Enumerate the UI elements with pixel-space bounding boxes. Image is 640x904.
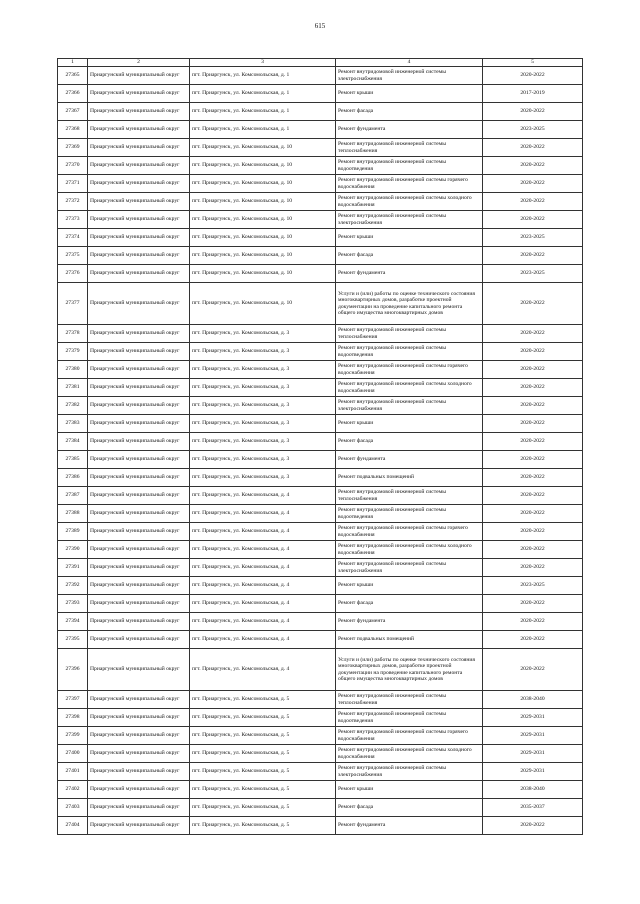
work-type-cell: Ремонт внутридомовой инженерной системы электроснабжения — [336, 397, 483, 415]
district-cell: Приаргунский муниципальный округ — [88, 121, 190, 139]
table-row — [58, 781, 583, 799]
address-cell: пгт. Приаргунск, ул. Комсомольская, д. 10 — [190, 247, 336, 265]
district-cell: Приаргунский муниципальный округ — [88, 325, 190, 343]
address-cell: пгт. Приаргунск, ул. Комсомольская, д. 10 — [190, 265, 336, 283]
district-cell: Приаргунский муниципальный округ — [88, 103, 190, 121]
table-row — [58, 343, 583, 361]
district-cell: Приаргунский муниципальный округ — [88, 613, 190, 631]
table-row — [58, 451, 583, 469]
address-cell: пгт. Приаргунск, ул. Комсомольская, д. 3 — [190, 433, 336, 451]
district-cell: Приаргунский муниципальный округ — [88, 727, 190, 745]
work-type-cell: Ремонт внутридомовой инженерной системы водоотведения — [336, 505, 483, 523]
table-row — [58, 103, 583, 121]
table-row — [58, 157, 583, 175]
column-header-2: 2 — [88, 59, 190, 67]
row-number-cell: 27393 — [58, 595, 88, 613]
table-row — [58, 85, 583, 103]
work-type-cell: Ремонт внутридомовой инженерной системы холодного водоснабжения — [336, 379, 483, 397]
row-number-cell: 27402 — [58, 781, 88, 799]
address-cell: пгт. Приаргунск, ул. Комсомольская, д. 5 — [190, 799, 336, 817]
table-row — [58, 577, 583, 595]
work-type-cell: Ремонт крыши — [336, 229, 483, 247]
table-row — [58, 541, 583, 559]
address-cell: пгт. Приаргунск, ул. Комсомольская, д. 1 — [190, 85, 336, 103]
district-cell: Приаргунский муниципальный округ — [88, 469, 190, 487]
district-cell: Приаргунский муниципальный округ — [88, 415, 190, 433]
row-number-cell: 27373 — [58, 211, 88, 229]
district-cell: Приаргунский муниципальный округ — [88, 451, 190, 469]
row-number-cell: 27374 — [58, 229, 88, 247]
table-row — [58, 67, 583, 85]
district-cell: Приаргунский муниципальный округ — [88, 541, 190, 559]
district-cell: Приаргунский муниципальный округ — [88, 781, 190, 799]
table-row — [58, 817, 583, 835]
district-cell: Приаргунский муниципальный округ — [88, 193, 190, 211]
column-header-1: 1 — [58, 59, 88, 67]
period-cell: 2020-2022 — [483, 397, 583, 415]
period-cell: 2020-2022 — [483, 631, 583, 649]
row-number-cell: 27369 — [58, 139, 88, 157]
period-cell: 2020-2022 — [483, 487, 583, 505]
table-row — [58, 649, 583, 691]
work-type-cell: Ремонт внутридомовой инженерной системы электроснабжения — [336, 211, 483, 229]
table-row — [58, 175, 583, 193]
table-row — [58, 799, 583, 817]
period-cell: 2020-2022 — [483, 415, 583, 433]
district-cell: Приаргунский муниципальный округ — [88, 487, 190, 505]
table-row — [58, 415, 583, 433]
column-number-row — [58, 59, 583, 67]
row-number-cell: 27396 — [58, 649, 88, 691]
table-row — [58, 469, 583, 487]
table-row — [58, 559, 583, 577]
period-cell: 2035-2037 — [483, 799, 583, 817]
period-cell: 2020-2022 — [483, 523, 583, 541]
row-number-cell: 27388 — [58, 505, 88, 523]
work-type-cell: Ремонт внутридомовой инженерной системы холодного водоснабжения — [336, 541, 483, 559]
work-type-cell: Ремонт внутридомовой инженерной системы горячего водоснабжения — [336, 175, 483, 193]
district-cell: Приаргунский муниципальный округ — [88, 361, 190, 379]
work-type-cell: Ремонт внутридомовой инженерной системы теплоснабжения — [336, 487, 483, 505]
table-row — [58, 193, 583, 211]
row-number-cell: 27400 — [58, 745, 88, 763]
work-type-cell: Ремонт фундамента — [336, 121, 483, 139]
address-cell: пгт. Приаргунск, ул. Комсомольская, д. 4 — [190, 577, 336, 595]
period-cell: 2020-2022 — [483, 343, 583, 361]
address-cell: пгт. Приаргунск, ул. Комсомольская, д. 5 — [190, 691, 336, 709]
district-cell: Приаргунский муниципальный округ — [88, 157, 190, 175]
district-cell: Приаргунский муниципальный округ — [88, 709, 190, 727]
capital-repair-table — [57, 58, 583, 835]
table-row — [58, 523, 583, 541]
row-number-cell: 27367 — [58, 103, 88, 121]
district-cell: Приаргунский муниципальный округ — [88, 283, 190, 325]
address-cell: пгт. Приаргунск, ул. Комсомольская, д. 3 — [190, 361, 336, 379]
district-cell: Приаргунский муниципальный округ — [88, 265, 190, 283]
period-cell: 2023-2025 — [483, 121, 583, 139]
period-cell: 2020-2022 — [483, 67, 583, 85]
address-cell: пгт. Приаргунск, ул. Комсомольская, д. 4 — [190, 631, 336, 649]
address-cell: пгт. Приаргунск, ул. Комсомольская, д. 1 — [190, 121, 336, 139]
address-cell: пгт. Приаргунск, ул. Комсомольская, д. 4 — [190, 487, 336, 505]
work-type-cell: Ремонт внутридомовой инженерной системы теплоснабжения — [336, 139, 483, 157]
district-cell: Приаргунский муниципальный округ — [88, 649, 190, 691]
period-cell: 2020-2022 — [483, 559, 583, 577]
row-number-cell: 27389 — [58, 523, 88, 541]
column-header-3: 3 — [190, 59, 336, 67]
district-cell: Приаргунский муниципальный округ — [88, 595, 190, 613]
column-header-5: 5 — [483, 59, 583, 67]
period-cell: 2017-2019 — [483, 85, 583, 103]
period-cell: 2029-2031 — [483, 745, 583, 763]
period-cell: 2023-2025 — [483, 577, 583, 595]
row-number-cell: 27382 — [58, 397, 88, 415]
row-number-cell: 27394 — [58, 613, 88, 631]
row-number-cell: 27392 — [58, 577, 88, 595]
row-number-cell: 27380 — [58, 361, 88, 379]
work-type-cell: Ремонт крыши — [336, 577, 483, 595]
row-number-cell: 27384 — [58, 433, 88, 451]
work-type-cell: Ремонт фасада — [336, 799, 483, 817]
work-type-cell: Услуги и (или) работы по оценке технического состояния многоквартирных домов, разработке проектной документации на проведение капитального ремонта общего имущества многоквартирных домов — [336, 283, 483, 325]
period-cell: 2020-2022 — [483, 361, 583, 379]
address-cell: пгт. Приаргунск, ул. Комсомольская, д. 4 — [190, 523, 336, 541]
work-type-cell: Ремонт фасада — [336, 595, 483, 613]
table-row — [58, 505, 583, 523]
work-type-cell: Ремонт фундамента — [336, 265, 483, 283]
period-cell: 2020-2022 — [483, 283, 583, 325]
row-number-cell: 27398 — [58, 709, 88, 727]
district-cell: Приаргунский муниципальный округ — [88, 247, 190, 265]
address-cell: пгт. Приаргунск, ул. Комсомольская, д. 5 — [190, 817, 336, 835]
district-cell: Приаргунский муниципальный округ — [88, 763, 190, 781]
row-number-cell: 27378 — [58, 325, 88, 343]
address-cell: пгт. Приаргунск, ул. Комсомольская, д. 5 — [190, 727, 336, 745]
period-cell: 2020-2022 — [483, 541, 583, 559]
address-cell: пгт. Приаргунск, ул. Комсомольская, д. 4 — [190, 559, 336, 577]
address-cell: пгт. Приаргунск, ул. Комсомольская, д. 1 — [190, 67, 336, 85]
district-cell: Приаргунский муниципальный округ — [88, 397, 190, 415]
address-cell: пгт. Приаргунск, ул. Комсомольская, д. 3 — [190, 469, 336, 487]
row-number-cell: 27399 — [58, 727, 88, 745]
period-cell: 2020-2022 — [483, 139, 583, 157]
period-cell: 2020-2022 — [483, 379, 583, 397]
row-number-cell: 27377 — [58, 283, 88, 325]
period-cell: 2020-2022 — [483, 433, 583, 451]
row-number-cell: 27368 — [58, 121, 88, 139]
address-cell: пгт. Приаргунск, ул. Комсомольская, д. 10 — [190, 193, 336, 211]
address-cell: пгт. Приаргунск, ул. Комсомольская, д. 3 — [190, 397, 336, 415]
work-type-cell: Ремонт фундамента — [336, 613, 483, 631]
address-cell: пгт. Приаргунск, ул. Комсомольская, д. 3 — [190, 379, 336, 397]
row-number-cell: 27376 — [58, 265, 88, 283]
work-type-cell: Ремонт внутридомовой инженерной системы холодного водоснабжения — [336, 745, 483, 763]
row-number-cell: 27370 — [58, 157, 88, 175]
row-number-cell: 27387 — [58, 487, 88, 505]
work-type-cell: Ремонт крыши — [336, 415, 483, 433]
period-cell: 2020-2022 — [483, 817, 583, 835]
period-cell: 2020-2022 — [483, 649, 583, 691]
work-type-cell: Ремонт фасада — [336, 433, 483, 451]
work-type-cell: Ремонт фасада — [336, 103, 483, 121]
work-type-cell: Ремонт внутридомовой инженерной системы горячего водоснабжения — [336, 727, 483, 745]
period-cell: 2020-2022 — [483, 103, 583, 121]
table-row — [58, 379, 583, 397]
district-cell: Приаргунский муниципальный округ — [88, 229, 190, 247]
work-type-cell: Ремонт внутридомовой инженерной системы горячего водоснабжения — [336, 523, 483, 541]
address-cell: пгт. Приаргунск, ул. Комсомольская, д. 5 — [190, 745, 336, 763]
address-cell: пгт. Приаргунск, ул. Комсомольская, д. 10 — [190, 139, 336, 157]
work-type-cell: Ремонт крыши — [336, 781, 483, 799]
work-type-cell: Услуги и (или) работы по оценке технического состояния многоквартирных домов, разработке проектной документации на проведение капитального ремонта общего имущества многоквартирных домов — [336, 649, 483, 691]
table-row — [58, 121, 583, 139]
work-type-cell: Ремонт фундамента — [336, 817, 483, 835]
period-cell: 2020-2022 — [483, 325, 583, 343]
district-cell: Приаргунский муниципальный округ — [88, 505, 190, 523]
row-number-cell: 27386 — [58, 469, 88, 487]
address-cell: пгт. Приаргунск, ул. Комсомольская, д. 3 — [190, 415, 336, 433]
address-cell: пгт. Приаргунск, ул. Комсомольская, д. 3 — [190, 451, 336, 469]
row-number-cell: 27383 — [58, 415, 88, 433]
table-row — [58, 613, 583, 631]
work-type-cell: Ремонт внутридомовой инженерной системы теплоснабжения — [336, 691, 483, 709]
work-type-cell: Ремонт внутридомовой инженерной системы электроснабжения — [336, 763, 483, 781]
row-number-cell: 27395 — [58, 631, 88, 649]
row-number-cell: 27381 — [58, 379, 88, 397]
district-cell: Приаргунский муниципальный округ — [88, 379, 190, 397]
period-cell: 2020-2022 — [483, 613, 583, 631]
row-number-cell: 27385 — [58, 451, 88, 469]
table-row — [58, 211, 583, 229]
district-cell: Приаргунский муниципальный округ — [88, 343, 190, 361]
address-cell: пгт. Приаргунск, ул. Комсомольская, д. 1 — [190, 103, 336, 121]
table-row — [58, 229, 583, 247]
period-cell: 2020-2022 — [483, 469, 583, 487]
period-cell: 2029-2031 — [483, 709, 583, 727]
work-type-cell: Ремонт фундамента — [336, 451, 483, 469]
address-cell: пгт. Приаргунск, ул. Комсомольская, д. 10 — [190, 283, 336, 325]
address-cell: пгт. Приаргунск, ул. Комсомольская, д. 10 — [190, 175, 336, 193]
period-cell: 2020-2022 — [483, 505, 583, 523]
period-cell: 2020-2022 — [483, 451, 583, 469]
table-row — [58, 247, 583, 265]
table-row — [58, 595, 583, 613]
period-cell: 2038-2040 — [483, 691, 583, 709]
district-cell: Приаргунский муниципальный округ — [88, 631, 190, 649]
period-cell: 2020-2022 — [483, 157, 583, 175]
table-row — [58, 487, 583, 505]
row-number-cell: 27401 — [58, 763, 88, 781]
period-cell: 2020-2022 — [483, 175, 583, 193]
row-number-cell: 27404 — [58, 817, 88, 835]
work-type-cell: Ремонт внутридомовой инженерной системы водоотведения — [336, 157, 483, 175]
table-row — [58, 139, 583, 157]
address-cell: пгт. Приаргунск, ул. Комсомольская, д. 10 — [190, 211, 336, 229]
work-type-cell: Ремонт подвальных помещений — [336, 631, 483, 649]
work-type-cell: Ремонт крыши — [336, 85, 483, 103]
address-cell: пгт. Приаргунск, ул. Комсомольская, д. 3 — [190, 325, 336, 343]
work-type-cell: Ремонт внутридомовой инженерной системы водоотведения — [336, 709, 483, 727]
table-row — [58, 727, 583, 745]
district-cell: Приаргунский муниципальный округ — [88, 817, 190, 835]
work-type-cell: Ремонт подвальных помещений — [336, 469, 483, 487]
district-cell: Приаргунский муниципальный округ — [88, 85, 190, 103]
work-type-cell: Ремонт внутридомовой инженерной системы горячего водоснабжения — [336, 361, 483, 379]
row-number-cell: 27403 — [58, 799, 88, 817]
address-cell: пгт. Приаргунск, ул. Комсомольская, д. 10 — [190, 157, 336, 175]
district-cell: Приаргунский муниципальный округ — [88, 139, 190, 157]
address-cell: пгт. Приаргунск, ул. Комсомольская, д. 5 — [190, 781, 336, 799]
address-cell: пгт. Приаргунск, ул. Комсомольская, д. 4 — [190, 613, 336, 631]
table-row — [58, 631, 583, 649]
table-row — [58, 691, 583, 709]
table-row — [58, 397, 583, 415]
column-header-4: 4 — [336, 59, 483, 67]
period-cell: 2020-2022 — [483, 193, 583, 211]
address-cell: пгт. Приаргунск, ул. Комсомольская, д. 3 — [190, 343, 336, 361]
address-cell: пгт. Приаргунск, ул. Комсомольская, д. 4 — [190, 505, 336, 523]
work-type-cell: Ремонт внутридомовой инженерной системы водоотведения — [336, 343, 483, 361]
address-cell: пгт. Приаргунск, ул. Комсомольская, д. 4 — [190, 649, 336, 691]
period-cell: 2029-2031 — [483, 763, 583, 781]
table-row — [58, 709, 583, 727]
period-cell: 2020-2022 — [483, 595, 583, 613]
district-cell: Приаргунский муниципальный округ — [88, 559, 190, 577]
period-cell: 2023-2025 — [483, 265, 583, 283]
row-number-cell: 27375 — [58, 247, 88, 265]
work-type-cell: Ремонт внутридомовой инженерной системы холодного водоснабжения — [336, 193, 483, 211]
district-cell: Приаргунский муниципальный округ — [88, 67, 190, 85]
district-cell: Приаргунский муниципальный округ — [88, 175, 190, 193]
row-number-cell: 27371 — [58, 175, 88, 193]
table-row — [58, 325, 583, 343]
district-cell: Приаргунский муниципальный округ — [88, 577, 190, 595]
table-row — [58, 283, 583, 325]
table-row — [58, 745, 583, 763]
row-number-cell: 27397 — [58, 691, 88, 709]
district-cell: Приаргунский муниципальный округ — [88, 799, 190, 817]
table-row — [58, 763, 583, 781]
district-cell: Приаргунский муниципальный округ — [88, 211, 190, 229]
row-number-cell: 27366 — [58, 85, 88, 103]
row-number-cell: 27390 — [58, 541, 88, 559]
address-cell: пгт. Приаргунск, ул. Комсомольская, д. 5 — [190, 709, 336, 727]
row-number-cell: 27391 — [58, 559, 88, 577]
row-number-cell: 27372 — [58, 193, 88, 211]
district-cell: Приаргунский муниципальный округ — [88, 691, 190, 709]
work-type-cell: Ремонт внутридомовой инженерной системы электроснабжения — [336, 559, 483, 577]
address-cell: пгт. Приаргунск, ул. Комсомольская, д. 4 — [190, 595, 336, 613]
period-cell: 2029-2031 — [483, 727, 583, 745]
page-number: 615 — [314, 22, 326, 30]
work-type-cell: Ремонт внутридомовой инженерной системы электроснабжения — [336, 67, 483, 85]
address-cell: пгт. Приаргунск, ул. Комсомольская, д. 4 — [190, 541, 336, 559]
table-row — [58, 265, 583, 283]
address-cell: пгт. Приаргунск, ул. Комсомольская, д. 10 — [190, 229, 336, 247]
period-cell: 2023-2025 — [483, 229, 583, 247]
district-cell: Приаргунский муниципальный округ — [88, 745, 190, 763]
district-cell: Приаргунский муниципальный округ — [88, 523, 190, 541]
row-number-cell: 27379 — [58, 343, 88, 361]
period-cell: 2038-2040 — [483, 781, 583, 799]
period-cell: 2020-2022 — [483, 247, 583, 265]
work-type-cell: Ремонт фасада — [336, 247, 483, 265]
district-cell: Приаргунский муниципальный округ — [88, 433, 190, 451]
table-row — [58, 361, 583, 379]
address-cell: пгт. Приаргунск, ул. Комсомольская, д. 5 — [190, 763, 336, 781]
row-number-cell: 27365 — [58, 67, 88, 85]
work-type-cell: Ремонт внутридомовой инженерной системы теплоснабжения — [336, 325, 483, 343]
table-row — [58, 433, 583, 451]
period-cell: 2020-2022 — [483, 211, 583, 229]
